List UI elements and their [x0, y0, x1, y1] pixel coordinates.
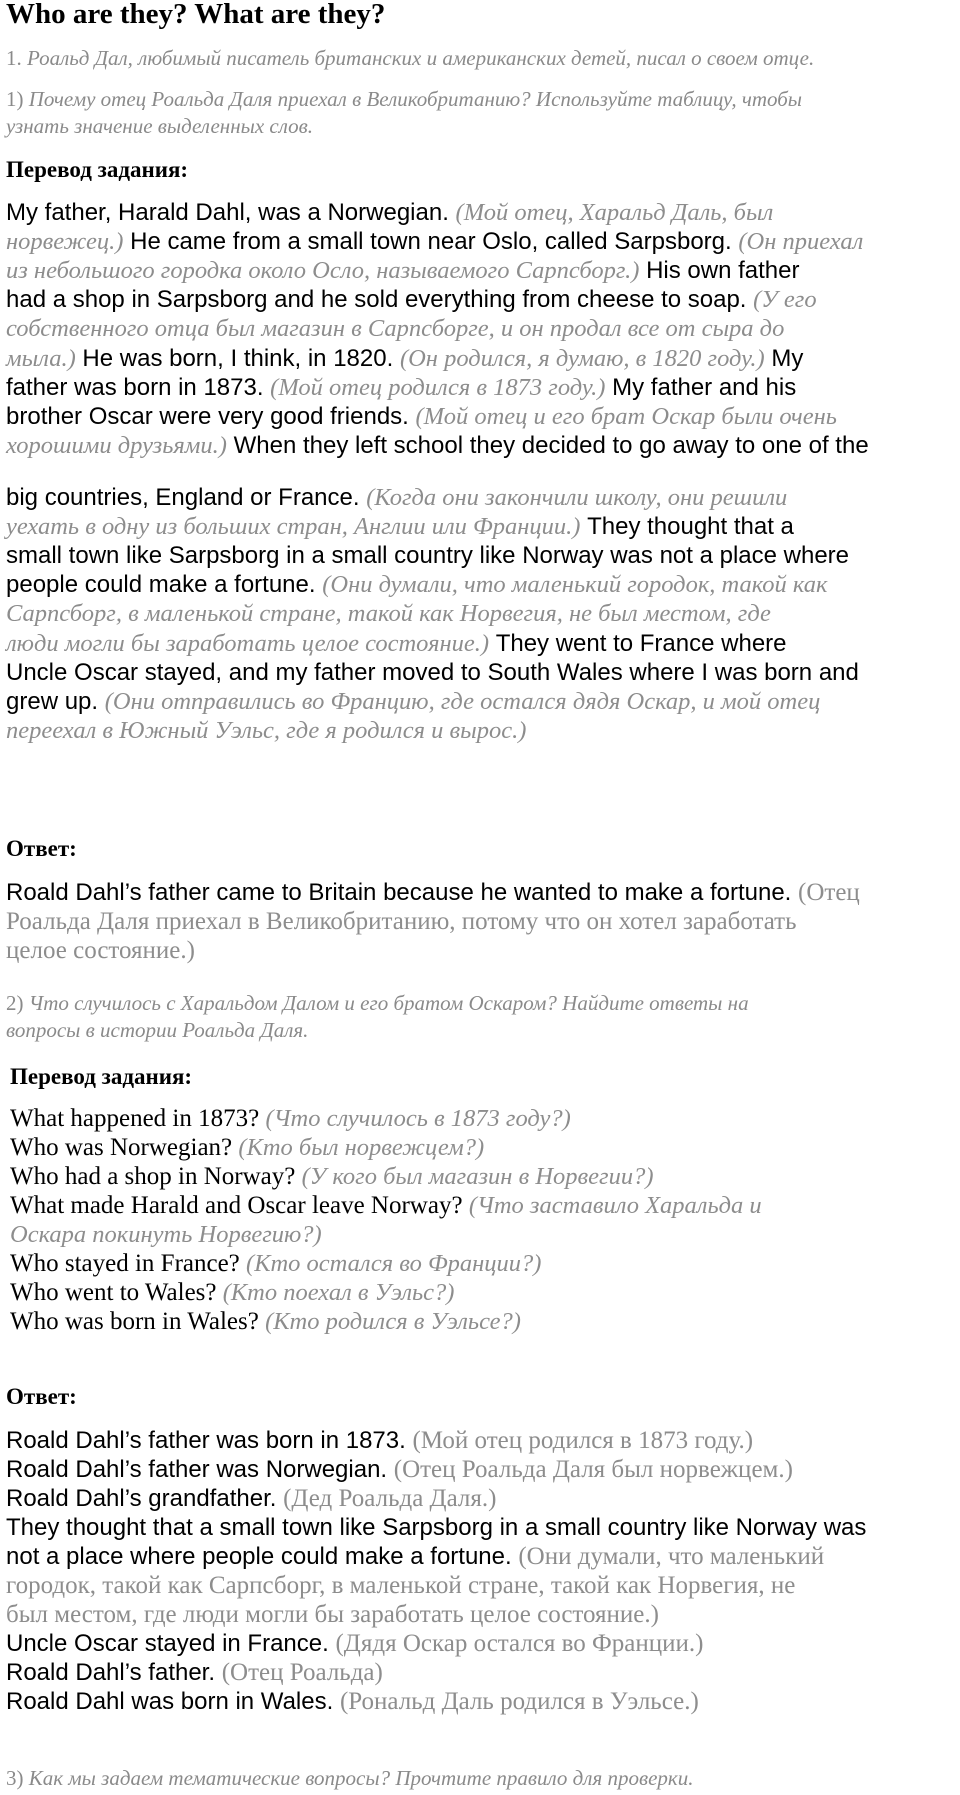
russian-translation: Сарпсборг, в маленькой стране, такой как Норвегия, не был местом, где: [6, 600, 771, 627]
english-text: What happened in 1873?: [10, 1105, 266, 1132]
russian-translation: (Рональд Даль родился в Уэльсе.): [339, 1688, 699, 1715]
russian-translation: (Он родился, я думаю, в 1820 году.): [399, 345, 765, 372]
english-text: Who was born in Wales?: [10, 1308, 266, 1335]
russian-translation: (Отец: [798, 879, 860, 906]
text-line: [6, 717, 526, 745]
english-text: My: [764, 345, 804, 372]
english-text: small town like Sarpsborg in a small country like Norway was not a place where: [6, 542, 850, 569]
english-text: Roald Dahl was born in Wales.: [6, 1688, 340, 1715]
task-number: 2): [6, 991, 24, 1015]
text-line: [6, 937, 195, 965]
text-line: [6, 879, 860, 907]
text-line: [6, 659, 859, 687]
page-title: Who are they? What are they?: [6, 0, 386, 30]
russian-translation: хорошими друзьями.): [6, 432, 227, 459]
english-text: Roald Dahl’s father was born in 1873.: [6, 1427, 413, 1454]
russian-translation: (Дядя Оскар остался во Франции.): [335, 1630, 704, 1657]
text-line: [6, 630, 787, 658]
english-text: They thought that a small town like Sarpsborg in a small country like Norway was: [6, 1514, 867, 1541]
russian-translation: мыла.): [6, 345, 76, 372]
russian-translation: переехал в Южный Уэльс, где я родился и вырос.): [6, 717, 527, 744]
text-line: [6, 484, 787, 512]
english-text: Who was Norwegian?: [10, 1134, 239, 1161]
russian-translation: из небольшого городка около Осло, называемого Сарпсборг.): [6, 257, 640, 284]
answer-label: Ответ:: [6, 1384, 77, 1409]
english-text: brother Oscar were very good friends.: [6, 403, 416, 430]
russian-translation: собственного отца был магазин в Сарпсборге, и он продал все от сыра до: [6, 315, 785, 342]
text-line: [10, 1250, 541, 1278]
russian-translation: (Мой отец родился в 1873 году.): [412, 1427, 754, 1454]
english-text: Roald Dahl’s father came to Britain because he wanted to make a fortune.: [6, 879, 799, 906]
translation-label: Перевод задания:: [10, 1064, 193, 1089]
text-line: [6, 432, 869, 460]
english-text: Uncle Oscar stayed, and my father moved to South Wales where I was born and: [6, 659, 859, 686]
text-line: [6, 571, 828, 599]
english-text: His own father: [639, 257, 800, 284]
english-text: had a shop in Sarpsborg and he sold everything from cheese to soap.: [6, 286, 754, 313]
task-number: 1.: [6, 46, 22, 70]
russian-translation: (Кто был норвежцем?): [238, 1134, 485, 1161]
text-line: [6, 199, 773, 227]
text-line: [10, 1221, 322, 1249]
english-text: Who had a shop in Norway?: [10, 1163, 302, 1190]
russian-translation: (Мой отец, Харальд Даль, был: [455, 199, 774, 226]
russian-translation: целое состояние.): [6, 937, 195, 964]
english-text: Who stayed in France?: [10, 1250, 247, 1277]
task-text: узнать значение выделенных слов.: [6, 114, 314, 138]
text-line: [6, 1485, 496, 1513]
text-line: [10, 1279, 454, 1307]
russian-translation: (Кто родился в Уэльсе?): [265, 1308, 521, 1335]
russian-translation: Роальда Даля приехал в Великобританию, потому что он хотел заработать: [6, 908, 797, 935]
text-line: [6, 1427, 753, 1455]
english-text: father was born in 1873.: [6, 374, 271, 401]
english-text: My father, Harald Dahl, was a Norwegian.: [6, 199, 456, 226]
russian-translation: городок, такой как Сарпсборг, в маленькой стране, такой как Норвегия, не: [6, 1572, 796, 1599]
english-text: Roald Dahl’s father.: [6, 1659, 222, 1686]
english-text: grew up.: [6, 688, 105, 715]
russian-translation: (Что случилось в 1873 году?): [265, 1105, 571, 1132]
russian-translation: (У кого был магазин в Норвегии?): [301, 1163, 654, 1190]
english-text: people could make a fortune.: [6, 571, 323, 598]
task-text: Почему отец Роальда Даля приехал в Великобританию? Используйте таблицу, чтобы: [28, 87, 803, 111]
english-text: When they left school they decided to go away to one of the: [226, 432, 869, 459]
russian-translation: (Они думали, что маленький городок, такой как: [322, 571, 828, 598]
text-line: [10, 1308, 521, 1336]
answer-label: Ответ:: [6, 836, 77, 861]
task-1-3-instruction: [6, 1765, 951, 1792]
task-number: 3): [6, 1766, 24, 1790]
russian-translation: норвежец.): [6, 228, 124, 255]
russian-translation: уехать в одну из больших стран, Англии или Франции.): [6, 513, 581, 540]
russian-translation: (Он приехал: [738, 228, 864, 255]
russian-translation: (Когда они закончили школу, они решили: [366, 484, 788, 511]
task-number: 1): [6, 87, 24, 111]
text-line: [6, 1456, 793, 1484]
task-1-2-instruction: [6, 990, 951, 1044]
task-text: Что случилось с Харальдом Далом и его братом Оскаром? Найдите ответы на: [28, 991, 749, 1015]
english-text: Roald Dahl’s father was Norwegian.: [6, 1456, 394, 1483]
text-line: [10, 1134, 484, 1162]
text-line: [6, 542, 849, 570]
text-line: [6, 1630, 704, 1658]
text-line: [6, 403, 837, 431]
text-line: [6, 513, 794, 541]
text-line: [6, 1601, 659, 1629]
russian-translation: (Мой отец родился в 1873 году.): [270, 374, 606, 401]
text-line: [6, 257, 799, 285]
russian-translation: (Мой отец и его брат Оскар были очень: [415, 403, 837, 430]
english-text: He came from a small town near Oslo, called Sarpsborg.: [123, 228, 739, 255]
russian-translation: Оскара покинуть Норвегию?): [10, 1221, 322, 1248]
text-line: [6, 374, 796, 402]
task-text: Как мы задаем тематические вопросы? Прочтите правило для проверки.: [28, 1766, 694, 1790]
text-line: [6, 908, 797, 936]
english-text: big countries, England or France.: [6, 484, 367, 511]
russian-translation: (Отец Роальда Даля был норвежцем.): [393, 1456, 793, 1483]
russian-translation: люди могли бы заработать целое состояние.): [6, 630, 490, 657]
russian-translation: (Кто остался во Франции?): [246, 1250, 542, 1277]
english-text: Who went to Wales?: [10, 1279, 223, 1306]
russian-translation: (У его: [753, 286, 817, 313]
text-line: [6, 315, 784, 343]
text-line: [6, 600, 771, 628]
english-text: not a place where people could make a fortune.: [6, 1543, 519, 1570]
russian-translation: (Отец Роальда): [221, 1659, 383, 1686]
english-text: My father and his: [605, 374, 797, 401]
text-line: [6, 688, 820, 716]
english-text: What made Harald and Oscar leave Norway?: [10, 1192, 469, 1219]
task-1-instruction: [6, 45, 951, 72]
text-line: [6, 345, 803, 373]
task-text: вопросы в истории Роальда Даля.: [6, 1018, 309, 1042]
text-line: [10, 1163, 654, 1191]
text-line: [10, 1192, 762, 1220]
translation-label: Перевод задания:: [6, 157, 189, 182]
english-text: They thought that a: [580, 513, 794, 540]
russian-translation: (Что заставило Харальда и: [468, 1192, 762, 1219]
russian-translation: (Они думали, что маленький: [518, 1543, 825, 1570]
text-line: [6, 286, 817, 314]
english-text: Uncle Oscar stayed in France.: [6, 1630, 336, 1657]
text-line: [6, 1572, 795, 1600]
text-line: [10, 1105, 571, 1133]
task-1-1-instruction: [6, 86, 951, 140]
text-line: [6, 228, 863, 256]
task-text: Роальд Дал, любимый писатель британских и американских детей, писал о своем отце.: [27, 46, 815, 70]
russian-translation: (Кто поехал в Уэльс?): [222, 1279, 455, 1306]
text-line: [6, 1514, 866, 1542]
english-text: Roald Dahl’s grandfather.: [6, 1485, 284, 1512]
russian-translation: был местом, где люди могли бы заработать целое состояние.): [6, 1601, 659, 1628]
text-line: [6, 1659, 383, 1687]
russian-translation: (Они отправились во Францию, где остался дядя Оскар, и мой отец: [104, 688, 821, 715]
russian-translation: (Дед Роальда Даля.): [283, 1485, 497, 1512]
english-text: They went to France where: [489, 630, 787, 657]
text-line: [6, 1688, 699, 1716]
english-text: He was born, I think, in 1820.: [75, 345, 400, 372]
text-line: [6, 1543, 824, 1571]
